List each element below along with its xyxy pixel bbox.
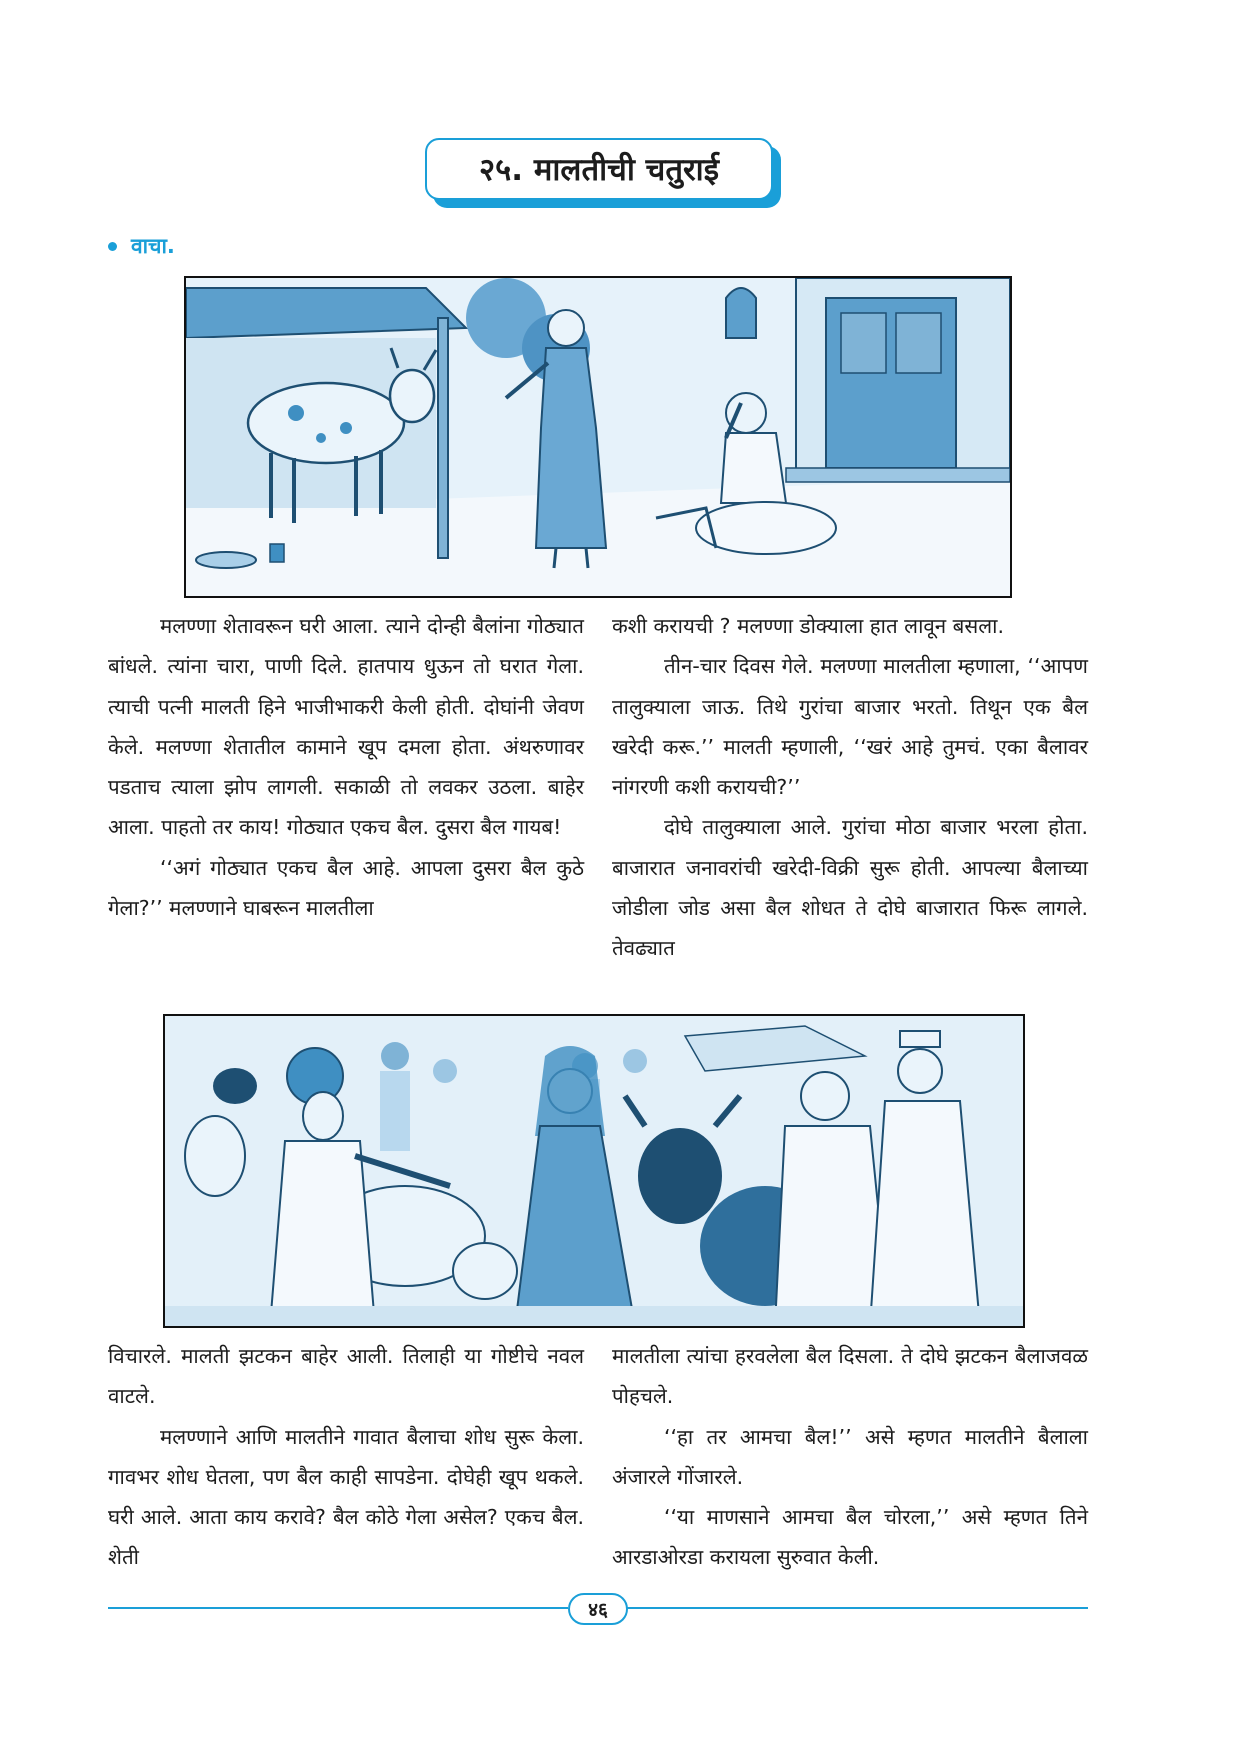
paragraph: ‘‘हा तर आमचा बैल!’’ असे म्हणत मालतीने बैलाला अंजारले गोंजारले. [612, 1424, 1088, 1489]
paragraph: मलण्णा शेतावरून घरी आला. त्याने दोन्ही बैलांना गोठ्यात बांधले. त्यांना चारा, पाणी दिले. हातपाय धुऊन तो घरात गेला. त्याची पत्नी मालती हिने भाजीभाकरी केली होती. दोघांनी जेवण केले. मलण्णा शेतातील कामाने खूप दमला होता. अंथरुणावर पडताच त्याला झोप लागली. सकाळी तो लवकर उठला. बाहेर आला. पाहतो तर काय! गोठ्यात एकच बैल. दुसरा बैल गायब! [108, 614, 584, 840]
illustration-village-home [184, 276, 1012, 598]
paragraph: मलण्णाने आणि मालतीने गावात बैलाचा शोध सुरू केला. गावभर शोध घेतला, पण बैल काही सापडेना. दोघेही खूप थकले. घरी आले. आता काय करावे? बैल कोठे गेला असेल? एकच बैल. शेती [108, 1424, 584, 1570]
cattle-market-drawing [165, 1016, 1023, 1326]
paragraph: तीन-चार दिवस गेले. मलण्णा मालतीला म्हणाला, ‘‘आपण तालुक्याला जाऊ. तिथे गुरांचा बाजार भरतो. तिथून एक बैल खरेदी करू.’’ मालती म्हणाली, ‘‘खरं आहे तुमचं. एका बैलावर नांगरणी कशी करायची?’’ [612, 654, 1088, 800]
chapter-title-box [425, 138, 781, 208]
village-home-drawing [186, 278, 1010, 596]
footer-rule-right [624, 1607, 1088, 1609]
page-number: ४६ [568, 1593, 628, 1625]
illustration-cattle-market [163, 1014, 1025, 1328]
paragraph: विचारले. मालती झटकन बाहेर आली. तिलाही या गोष्टीचे नवल वाटले. [108, 1344, 584, 1409]
paragraph: ‘‘अगं गोठ्यात एकच बैल आहे. आपला दुसरा बैल कुठे गेला?’’ मलण्णाने घाबरून मालतीला [108, 855, 584, 921]
paragraph: ‘‘या माणसाने आमचा बैल चोरला,’’ असे म्हणत तिने आरडाओरडा करायला सुरुवात केली. [612, 1505, 1088, 1570]
paragraph: मालतीला त्यांचा हरवलेला बैल दिसला. ते दोघे झटकन बैलाजवळ पोहचले. [612, 1344, 1088, 1409]
footer-rule-left [108, 1607, 568, 1609]
paragraph: दोघे तालुक्याला आले. गुरांचा मोठा बाजार भरला होता. बाजारात जनावरांची खरेदी-विक्री सुरू होती. आपल्या बैलाच्या जोडीला जोड असा बैल शोधत ते दोघे बाजारात फिरू लागले. तेवढ्यात [612, 815, 1088, 961]
column-1-part-2 [108, 1336, 584, 1578]
paragraph: कशी करायची ? मलण्णा डोक्याला हात लावून बसला. [612, 614, 1004, 638]
instruction-line [108, 232, 175, 260]
column-2-part-2 [612, 1336, 1088, 1578]
column-1-part-1 [108, 606, 584, 928]
instruction-text: वाचा. [131, 234, 175, 258]
column-2-part-1 [612, 606, 1088, 969]
chapter-title: २५. मालतीची चतुराई [425, 138, 773, 200]
bullet-icon [108, 242, 117, 251]
